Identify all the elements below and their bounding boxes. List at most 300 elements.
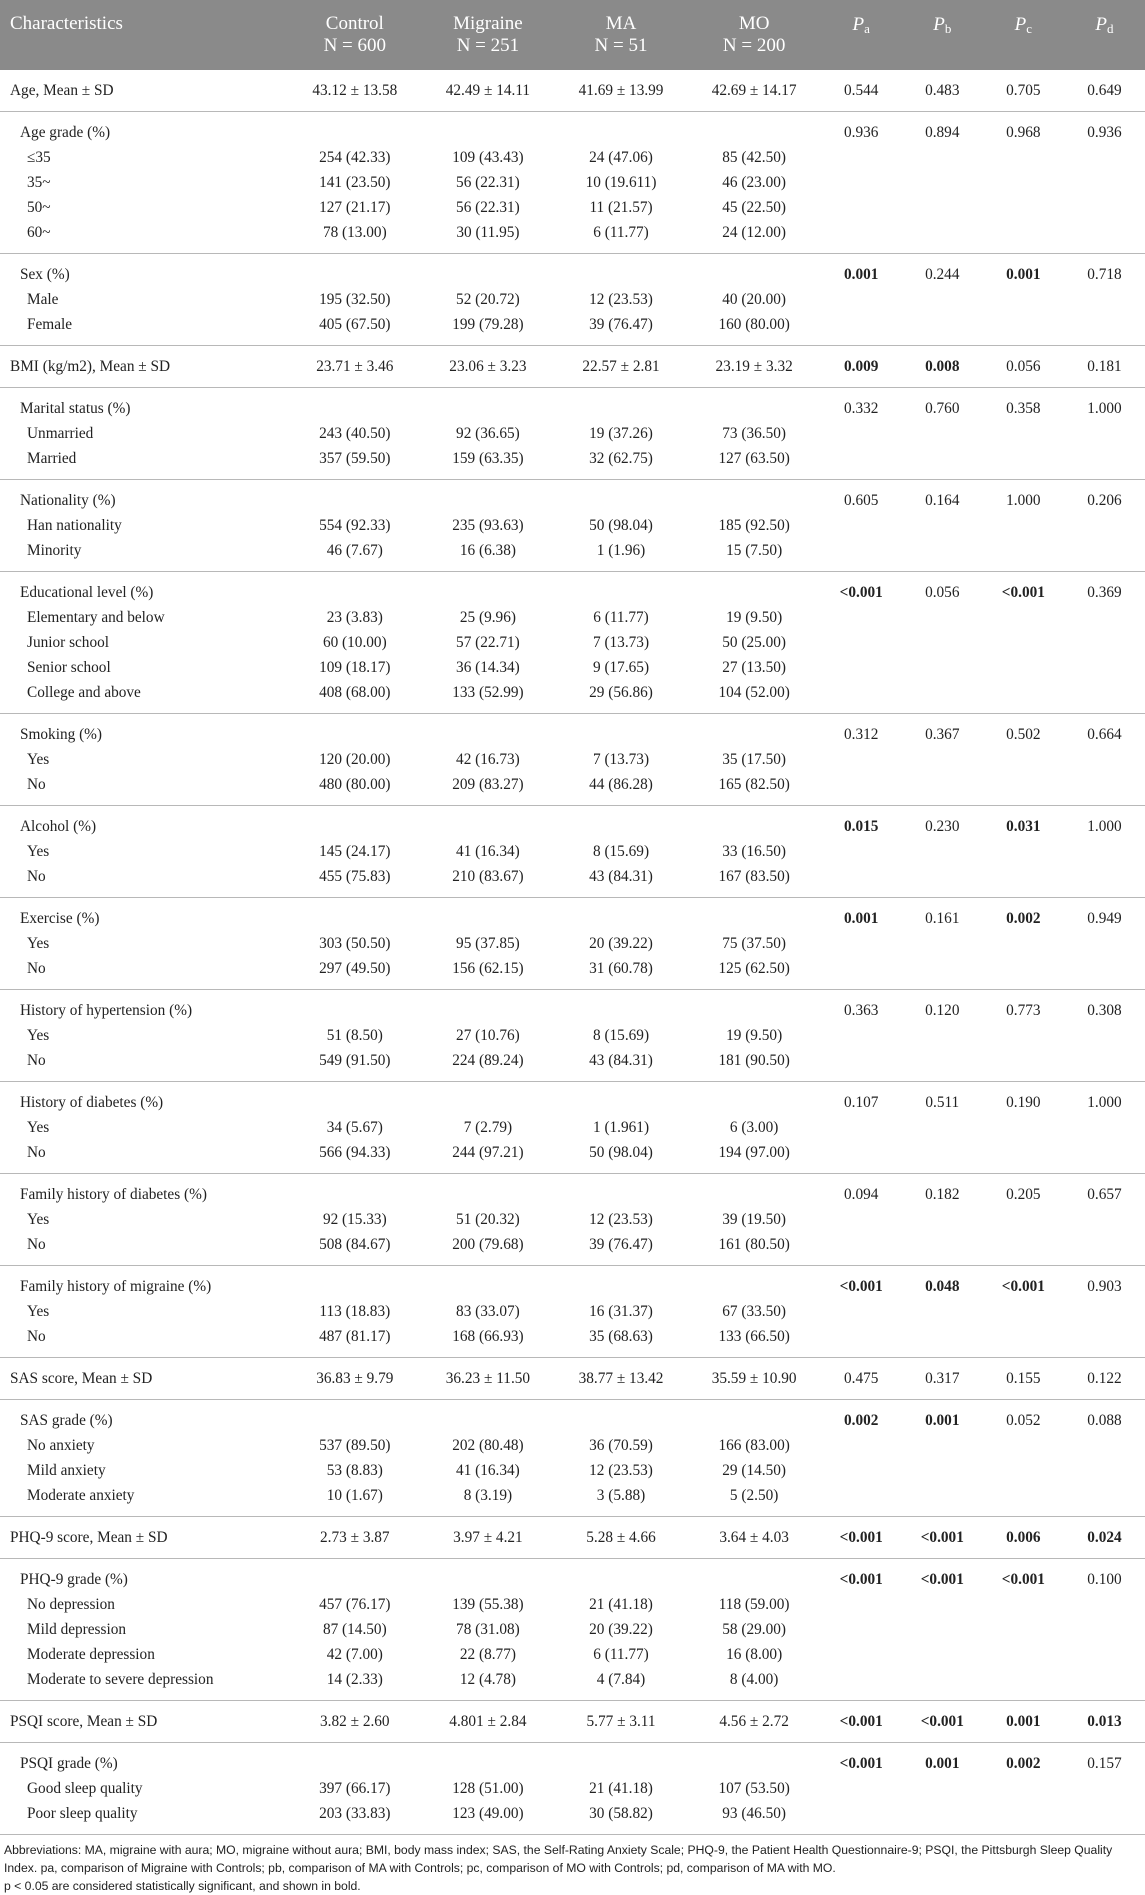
value-cell: 297 (49.50) xyxy=(288,956,421,990)
p-value-cell: 0.009 xyxy=(821,346,902,388)
row-label: Moderate anxiety xyxy=(0,1483,288,1517)
p-value-cell xyxy=(902,1776,983,1801)
table-row xyxy=(0,772,1145,806)
p-value-cell xyxy=(1064,864,1145,898)
table-row xyxy=(0,1023,1145,1048)
value-cell xyxy=(688,714,821,748)
table-row xyxy=(0,714,1145,748)
value-cell xyxy=(421,1174,554,1208)
row-label: Yes xyxy=(27,1211,50,1228)
p-value-cell xyxy=(902,1324,983,1358)
value-cell: 5.28 ± 4.66 xyxy=(554,1517,687,1559)
row-label: PHQ-9 score, Mean ± SD xyxy=(0,1517,288,1559)
table-row xyxy=(0,1207,1145,1232)
p-value-cell xyxy=(821,446,902,480)
p-value-cell xyxy=(902,421,983,446)
value-cell: 14 (2.33) xyxy=(288,1667,421,1701)
table-section xyxy=(0,1701,1145,1743)
p-value-cell xyxy=(902,220,983,254)
p-value-cell: <0.001 xyxy=(839,1755,883,1772)
value-cell: 39 (76.47) xyxy=(554,312,687,346)
value-cell: 12 (23.53) xyxy=(589,1211,653,1228)
p-value-cell: 0.001 xyxy=(844,266,879,283)
p-value-cell xyxy=(1064,839,1145,864)
p-value-cell xyxy=(1064,1207,1145,1232)
p-value-cell: 0.001 xyxy=(1006,266,1041,283)
header-group-control: Control N = 600 xyxy=(288,0,421,70)
table-row xyxy=(0,1433,1145,1458)
p-value-cell xyxy=(1064,1801,1145,1835)
value-cell xyxy=(688,1559,821,1593)
p-value-cell xyxy=(983,195,1064,220)
value-cell: 50 (98.04) xyxy=(589,517,653,534)
value-cell: 107 (53.50) xyxy=(718,1780,790,1797)
p-value-cell xyxy=(1064,1483,1145,1517)
value-cell: 43.12 ± 13.58 xyxy=(288,70,421,112)
p-value-cell: 0.031 xyxy=(1006,818,1041,835)
table-section xyxy=(0,898,1145,990)
footnote-significance: p < 0.05 are considered statistically significant, and shown in bold. xyxy=(4,1879,361,1893)
value-cell: 83 (33.07) xyxy=(456,1303,520,1320)
value-cell: 56 (22.31) xyxy=(456,199,520,216)
p-value-cell xyxy=(902,145,983,170)
p-value-cell xyxy=(821,1592,902,1617)
p-value-cell xyxy=(821,220,902,254)
p-value-cell xyxy=(821,1667,902,1701)
value-cell xyxy=(288,1559,421,1593)
value-cell: 35.59 ± 10.90 xyxy=(688,1358,821,1400)
value-cell xyxy=(688,572,821,606)
p-value-cell xyxy=(1064,1592,1145,1617)
p-value-cell: <0.001 xyxy=(821,1701,902,1743)
p-value-cell xyxy=(821,145,902,170)
table-row xyxy=(0,446,1145,480)
p-value-cell xyxy=(902,1140,983,1174)
p-value-cell xyxy=(983,1483,1064,1517)
table-row xyxy=(0,1082,1145,1116)
value-cell: 43 (84.31) xyxy=(554,864,687,898)
value-cell xyxy=(421,1400,554,1434)
value-cell: 185 (92.50) xyxy=(718,517,790,534)
value-cell: 133 (66.50) xyxy=(688,1324,821,1358)
p-value-cell: 0.164 xyxy=(925,492,960,509)
p-value-cell xyxy=(821,1299,902,1324)
p-value-cell xyxy=(983,1776,1064,1801)
value-cell: 104 (52.00) xyxy=(688,680,821,714)
p-value-cell xyxy=(902,931,983,956)
p-value-cell: <0.001 xyxy=(902,1517,983,1559)
row-label: Yes xyxy=(27,1119,50,1136)
value-cell: 15 (7.50) xyxy=(688,538,821,572)
value-cell: 167 (83.50) xyxy=(688,864,821,898)
p-value-cell xyxy=(902,1483,983,1517)
p-value-cell: 0.936 xyxy=(1087,124,1122,141)
value-cell: 4 (7.84) xyxy=(554,1667,687,1701)
value-cell xyxy=(288,1174,421,1208)
p-value-cell: 0.100 xyxy=(1087,1571,1122,1588)
p-value-cell xyxy=(1064,680,1145,714)
value-cell: 60 (10.00) xyxy=(322,634,387,651)
value-cell: 141 (23.50) xyxy=(319,174,391,191)
p-value-cell: 0.181 xyxy=(1064,346,1145,388)
value-cell: 16 (31.37) xyxy=(589,1303,653,1320)
row-label: Yes xyxy=(27,751,50,768)
value-cell: 19 (37.26) xyxy=(589,425,653,442)
p-value-cell xyxy=(983,1299,1064,1324)
p-value-cell xyxy=(983,931,1064,956)
value-cell xyxy=(288,990,421,1024)
row-label: Family history of diabetes (%) xyxy=(20,1186,207,1203)
footnote-abbreviations: Abbreviations: MA, migraine with aura; MO, migraine without aura; BMI, body mass index; SAS, the Self-Rating Anxiety Scale; PHQ-9, the Patient Health Questionnaire-9; PSQI, the Pittsburgh Sleep Quality Index. pa, comparison of Migraine with Controls; pb, comparison of MA with Controls; pc, comparison of MO with Controls; pd, comparison of MA with MO. xyxy=(4,1843,1113,1875)
value-cell: 109 (18.17) xyxy=(319,659,391,676)
value-cell: 10 (19.611) xyxy=(585,174,657,191)
value-cell: 32 (62.75) xyxy=(554,446,687,480)
table-row xyxy=(0,1701,1145,1743)
p-value-cell xyxy=(1064,538,1145,572)
p-value-cell: 0.001 xyxy=(983,1701,1064,1743)
value-cell: 128 (51.00) xyxy=(452,1780,524,1797)
value-cell xyxy=(421,806,554,840)
p-value-cell: 0.094 xyxy=(844,1186,879,1203)
value-cell: 87 (14.50) xyxy=(322,1621,387,1638)
p-value-cell xyxy=(902,747,983,772)
p-value-cell: 0.705 xyxy=(983,70,1064,112)
row-label: No xyxy=(0,1048,288,1082)
value-cell: 10 (1.67) xyxy=(288,1483,421,1517)
p-value-cell: 0.475 xyxy=(821,1358,902,1400)
p-value-cell: 0.157 xyxy=(1087,1755,1122,1772)
p-value-cell xyxy=(983,1232,1064,1266)
p-value-cell xyxy=(902,956,983,990)
p-value-cell xyxy=(902,312,983,346)
value-cell xyxy=(688,254,821,288)
p-value-cell: 0.006 xyxy=(983,1517,1064,1559)
header-p-c: $P_c$ xyxy=(983,0,1064,70)
value-cell: 5.77 ± 3.11 xyxy=(554,1701,687,1743)
p-value-cell xyxy=(1064,1232,1145,1266)
table-section xyxy=(0,112,1145,254)
header-group-ma: MA N = 51 xyxy=(554,0,687,70)
p-value-cell: 0.122 xyxy=(1064,1358,1145,1400)
row-label: Age, Mean ± SD xyxy=(0,70,288,112)
p-value-cell xyxy=(983,446,1064,480)
p-value-cell xyxy=(983,1667,1064,1701)
header-p-b: $P_b$ xyxy=(902,0,983,70)
row-label: Junior school xyxy=(27,634,110,651)
p-value-cell xyxy=(902,446,983,480)
value-cell: 123 (49.00) xyxy=(421,1801,554,1835)
value-cell: 51 (20.32) xyxy=(456,1211,520,1228)
value-cell xyxy=(288,1082,421,1116)
value-cell: 6 (11.77) xyxy=(593,609,649,626)
p-value-cell xyxy=(1064,1048,1145,1082)
p-value-cell xyxy=(821,195,902,220)
table-section xyxy=(0,70,1145,112)
p-value-cell xyxy=(902,772,983,806)
row-label: Unmarried xyxy=(27,425,94,442)
value-cell xyxy=(688,1266,821,1300)
row-label: History of diabetes (%) xyxy=(20,1094,164,1111)
p-value-cell xyxy=(983,655,1064,680)
value-cell xyxy=(554,112,687,146)
p-value-cell xyxy=(821,1140,902,1174)
p-value-cell xyxy=(821,772,902,806)
p-value-cell: <0.001 xyxy=(1001,1571,1045,1588)
value-cell: 7 (2.79) xyxy=(463,1119,513,1136)
value-cell: 27 (13.50) xyxy=(722,659,786,676)
value-cell: 39 (19.50) xyxy=(722,1211,786,1228)
value-cell xyxy=(288,1743,421,1777)
p-value-cell xyxy=(1064,220,1145,254)
p-value-cell xyxy=(1064,1667,1145,1701)
value-cell: 199 (79.28) xyxy=(421,312,554,346)
p-value-cell: <0.001 xyxy=(1001,1278,1045,1295)
row-label: Smoking (%) xyxy=(20,726,103,743)
value-cell xyxy=(421,1743,554,1777)
value-cell: 224 (89.24) xyxy=(421,1048,554,1082)
value-cell xyxy=(554,388,687,422)
table-row xyxy=(0,195,1145,220)
value-cell: 44 (86.28) xyxy=(554,772,687,806)
p-value-cell xyxy=(821,931,902,956)
value-cell xyxy=(688,1174,821,1208)
value-cell: 127 (63.50) xyxy=(688,446,821,480)
p-value-cell: 0.013 xyxy=(1064,1701,1145,1743)
p-value-cell xyxy=(1064,170,1145,195)
p-value-cell: 0.008 xyxy=(902,346,983,388)
p-value-cell: 0.968 xyxy=(1006,124,1041,141)
value-cell: 8 (15.69) xyxy=(592,1027,650,1044)
p-value-cell xyxy=(902,680,983,714)
table-row xyxy=(0,513,1145,538)
value-cell: 160 (80.00) xyxy=(688,312,821,346)
value-cell: 156 (62.15) xyxy=(421,956,554,990)
value-cell: 16 (8.00) xyxy=(726,1646,783,1663)
table-row xyxy=(0,1617,1145,1642)
value-cell xyxy=(288,254,421,288)
value-cell: 20 (39.22) xyxy=(589,935,653,952)
table-row xyxy=(0,864,1145,898)
value-cell xyxy=(288,714,421,748)
p-value-cell xyxy=(902,287,983,312)
value-cell: 93 (46.50) xyxy=(688,1801,821,1835)
table-row xyxy=(0,287,1145,312)
value-cell: 487 (81.17) xyxy=(288,1324,421,1358)
value-cell: 57 (22.71) xyxy=(456,634,520,651)
table-row xyxy=(0,1667,1145,1701)
value-cell xyxy=(288,898,421,932)
row-label: Educational level (%) xyxy=(20,584,154,601)
p-value-cell xyxy=(1064,1140,1145,1174)
value-cell: 29 (56.86) xyxy=(554,680,687,714)
p-value-cell xyxy=(902,1801,983,1835)
table-row xyxy=(0,480,1145,514)
p-value-cell xyxy=(983,1617,1064,1642)
value-cell: 6 (3.00) xyxy=(729,1119,779,1136)
value-cell xyxy=(288,480,421,514)
value-cell xyxy=(421,898,554,932)
value-cell: 3.97 ± 4.21 xyxy=(421,1517,554,1559)
p-value-cell: 0.015 xyxy=(844,818,879,835)
value-cell xyxy=(554,714,687,748)
p-value-cell xyxy=(983,145,1064,170)
value-cell: 36.83 ± 9.79 xyxy=(288,1358,421,1400)
p-value-cell xyxy=(983,864,1064,898)
p-value-cell: 0.002 xyxy=(1006,910,1041,927)
value-cell xyxy=(688,1743,821,1777)
table-row xyxy=(0,747,1145,772)
value-cell: 40 (20.00) xyxy=(722,291,786,308)
p-value-cell: 0.649 xyxy=(1064,70,1145,112)
p-value-cell: 0.760 xyxy=(925,400,960,417)
p-value-cell: 0.664 xyxy=(1087,726,1122,743)
row-label: PHQ-9 grade (%) xyxy=(20,1571,128,1588)
p-value-cell xyxy=(983,1458,1064,1483)
value-cell: 12 (4.78) xyxy=(421,1667,554,1701)
p-value-cell xyxy=(1064,312,1145,346)
p-value-cell: <0.001 xyxy=(839,584,883,601)
row-label: Sex (%) xyxy=(20,266,70,283)
p-value-cell: <0.001 xyxy=(839,1571,883,1588)
value-cell: 41.69 ± 13.99 xyxy=(554,70,687,112)
table-row xyxy=(0,1299,1145,1324)
value-cell: 9 (17.65) xyxy=(592,659,650,676)
value-cell: 85 (42.50) xyxy=(722,149,786,166)
p-value-cell: <0.001 xyxy=(839,1278,883,1295)
p-value-cell xyxy=(983,220,1064,254)
value-cell: 7 (13.73) xyxy=(592,634,650,651)
row-label: No xyxy=(0,1140,288,1174)
value-cell xyxy=(554,1082,687,1116)
value-cell: 36 (70.59) xyxy=(589,1437,653,1454)
value-cell: 19 (9.50) xyxy=(726,609,783,626)
value-cell xyxy=(288,388,421,422)
value-cell: 41 (16.34) xyxy=(456,1462,520,1479)
p-value-cell xyxy=(821,839,902,864)
p-value-cell xyxy=(983,1140,1064,1174)
p-value-cell xyxy=(902,1592,983,1617)
value-cell: 109 (43.43) xyxy=(452,149,524,166)
p-value-cell xyxy=(902,1023,983,1048)
value-cell: 139 (55.38) xyxy=(452,1596,524,1613)
p-value-cell xyxy=(821,1458,902,1483)
p-value-cell: 0.002 xyxy=(1006,1755,1041,1772)
p-value-cell: 0.502 xyxy=(1006,726,1041,743)
value-cell: 200 (79.68) xyxy=(421,1232,554,1266)
value-cell xyxy=(421,388,554,422)
p-value-cell xyxy=(983,680,1064,714)
value-cell: 78 (13.00) xyxy=(288,220,421,254)
value-cell: 58 (29.00) xyxy=(722,1621,786,1638)
value-cell: 23 (3.83) xyxy=(326,609,383,626)
p-value-cell: 0.949 xyxy=(1087,910,1122,927)
table-row xyxy=(0,572,1145,606)
row-label: ≤35 xyxy=(27,149,51,166)
table-row xyxy=(0,1140,1145,1174)
table-row xyxy=(0,1266,1145,1300)
value-cell: 3.64 ± 4.03 xyxy=(688,1517,821,1559)
value-cell: 42.49 ± 14.11 xyxy=(421,70,554,112)
value-cell: 7 (13.73) xyxy=(592,751,650,768)
value-cell: 73 (36.50) xyxy=(722,425,786,442)
value-cell: 508 (84.67) xyxy=(288,1232,421,1266)
value-cell xyxy=(288,1266,421,1300)
table-header xyxy=(0,0,1145,70)
table-section xyxy=(0,346,1145,388)
value-cell xyxy=(421,990,554,1024)
p-value-cell xyxy=(1064,1433,1145,1458)
value-cell xyxy=(554,1743,687,1777)
table-row xyxy=(0,1642,1145,1667)
value-cell xyxy=(688,1400,821,1434)
value-cell: 159 (63.35) xyxy=(421,446,554,480)
value-cell: 4.801 ± 2.84 xyxy=(421,1701,554,1743)
p-value-cell xyxy=(1064,605,1145,630)
value-cell: 92 (36.65) xyxy=(456,425,520,442)
row-label: No xyxy=(0,772,288,806)
p-value-cell xyxy=(902,655,983,680)
value-cell: 166 (83.00) xyxy=(718,1437,790,1454)
value-cell: 1 (1.96) xyxy=(554,538,687,572)
value-cell xyxy=(421,1082,554,1116)
p-value-cell xyxy=(1064,931,1145,956)
p-value-cell: 0.182 xyxy=(925,1186,960,1203)
p-value-cell xyxy=(902,1232,983,1266)
p-value-cell xyxy=(983,1801,1064,1835)
p-value-cell: 0.894 xyxy=(925,124,960,141)
value-cell: 210 (83.67) xyxy=(421,864,554,898)
p-value-cell xyxy=(902,1433,983,1458)
p-value-cell xyxy=(1064,195,1145,220)
p-value-cell xyxy=(983,1642,1064,1667)
p-value-cell xyxy=(902,1048,983,1082)
table-section xyxy=(0,1266,1145,1358)
value-cell: 6 (11.77) xyxy=(593,1646,649,1663)
p-value-cell xyxy=(902,864,983,898)
p-value-cell xyxy=(821,1433,902,1458)
p-value-cell: 1.000 xyxy=(1006,492,1041,509)
table-section xyxy=(0,1358,1145,1400)
header-p-d: $P_d$ xyxy=(1064,0,1145,70)
row-label: Senior school xyxy=(27,659,111,676)
p-value-cell xyxy=(821,513,902,538)
value-cell: 34 (5.67) xyxy=(326,1119,383,1136)
value-cell: 30 (58.82) xyxy=(554,1801,687,1835)
value-cell xyxy=(688,898,821,932)
p-value-cell: 0.190 xyxy=(1006,1094,1041,1111)
p-value-cell xyxy=(983,1023,1064,1048)
row-label: No xyxy=(0,1324,288,1358)
header-group-migraine: Migraine N = 251 xyxy=(421,0,554,70)
row-label: No xyxy=(0,956,288,990)
p-value-cell: 0.088 xyxy=(1087,1412,1122,1429)
value-cell: 408 (68.00) xyxy=(288,680,421,714)
table-row xyxy=(0,538,1145,572)
table-row xyxy=(0,254,1145,288)
table-row xyxy=(0,1743,1145,1777)
p-value-cell xyxy=(983,421,1064,446)
row-label: Yes xyxy=(27,935,50,952)
row-label: No xyxy=(0,864,288,898)
value-cell: 181 (90.50) xyxy=(688,1048,821,1082)
value-cell xyxy=(421,714,554,748)
value-cell xyxy=(688,112,821,146)
table-row xyxy=(0,898,1145,932)
value-cell: 33 (16.50) xyxy=(722,843,786,860)
value-cell xyxy=(288,1400,421,1434)
value-cell: 52 (20.72) xyxy=(456,291,520,308)
value-cell: 113 (18.83) xyxy=(319,1303,391,1320)
